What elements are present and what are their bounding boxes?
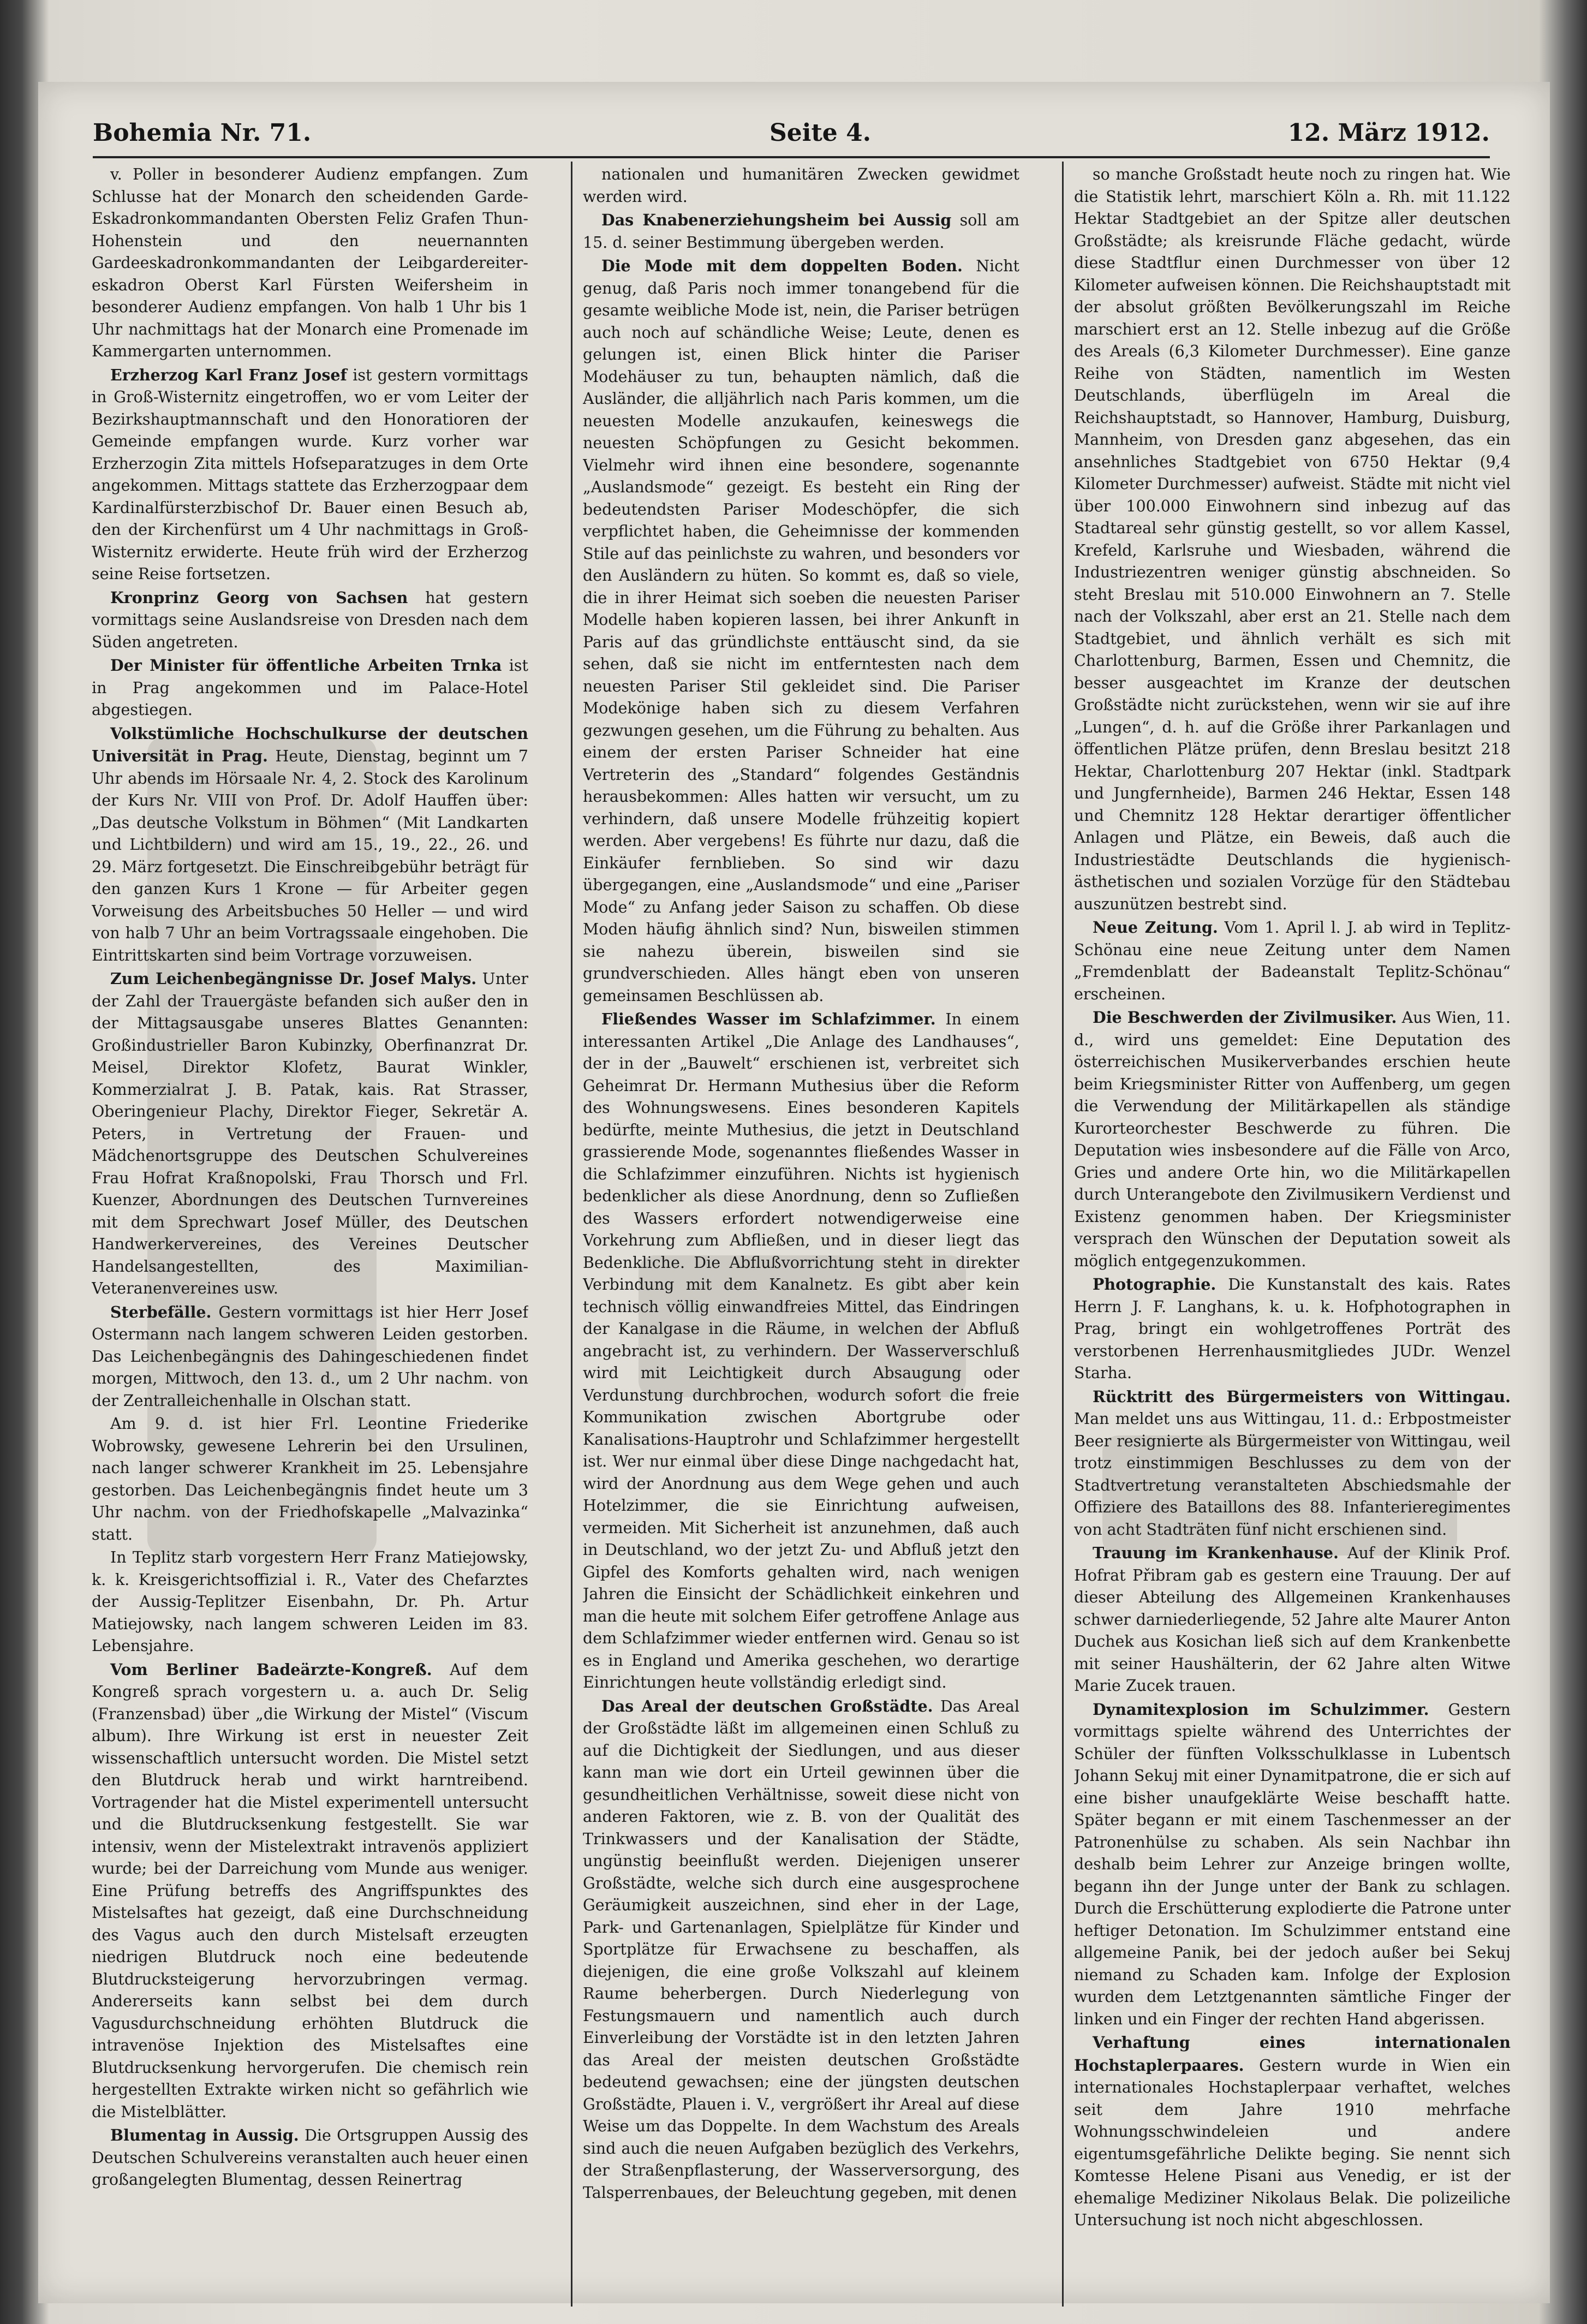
article-paragraph bbox=[92, 968, 528, 1300]
article-headline: Der Minister für öffentliche Arbeiten Trnka bbox=[110, 656, 502, 675]
article-body: ist in Prag angekommen und im Palace-Hotel abgestiegen. bbox=[92, 657, 528, 719]
article-paragraph bbox=[1074, 916, 1511, 1005]
article-paragraph bbox=[583, 255, 1019, 1007]
article-headline: Fließendes Wasser im Schlafzimmer. bbox=[601, 1010, 936, 1028]
article-paragraph bbox=[583, 1695, 1019, 2204]
article-headline: Kronprinz Georg von Sachsen bbox=[110, 588, 408, 607]
article-paragraph bbox=[92, 1547, 528, 1658]
article-paragraph bbox=[92, 1659, 528, 2124]
article-body: nationalen und humanitären Zwecken gewidmet werden wird. bbox=[583, 165, 1019, 206]
article-headline: Trauung im Krankenhause. bbox=[1093, 1544, 1339, 1562]
article-body: In einem interessanten Artikel „Die Anlage des Landhauses“, der in der „Bauwelt“ erschienen ist, verbreitet sich Geheimrat Dr. Hermann Muthesius über die Reform des Wohnungswesens. Eines besonderen Kapitels bedürfte, meinte Muthesius, die jetzt in Deutschland grassierende Mode, sogenanntes fließendes Wasser in die Schlafzimmer einzuführen. Nichts ist hygienisch bedenklicher als diese Anordnung, denn so Zufließen des Wassers erfordert notwendigerweise eine Vorkehrung zum Abfließen, und in dieser liegt das Bedenkliche. Die Abflußvorrichtung steht in direkter Verbindung mit dem Kanalnetz. Es gibt aber kein technisch völlig einwandfreies Mittel, das Eindringen der Kanalgase in die Räume, in welchen der Abfluß angebracht ist, zu verhindern. Der Wasserverschluß wird mit Leichtigkeit durch Absaugung oder Verdunstung durchbrochen, wodurch sofort die freie Kommunikation zwischen Abortgrube oder Kanalisations-Hauptrohr und Schlafzimmer hergestellt ist. Wer nur einmal über diese Dinge nachgedacht hat, wird der Anordnung aus dem Wege gehen und auch Hotelzimmer, die sie Einrichtung aufweisen, vermeiden. Mit Sicherheit ist anzunehmen, daß auch in Deutschland, wo der jetzt Zu- und Abfluß jetzt den Gipfel des Komforts gehalten wird, nach wenigen Jahren die Einsicht der Schädlichkeit einkehren und man die heute mit solchem Eifer getroffene Anlage aus dem Schlafzimmer wieder entfernen wird. Genau so ist es in England und Amerika geschehen, wo derartige Einrichtungen heute vollständig erledigt sind. bbox=[583, 1010, 1019, 1691]
article-body: Gestern vormittags spielte während des Unterrichtes der Schüler der fünften Volksschulklasse in Lubentsch Johann Sekuj mit einer Dynamitpatrone, die er sich auf eine bisher unaufgeklärte Weise beschafft hatte. Später begann er mit einem Taschenmesser an der Patronenhülse zu schaben. Als sein Nachbar ihn deshalb beim Lehrer zur Anzeige bringen wollte, begann ihn der Junge unter der Bank zu schlagen. Durch die Erschütterung explodierte die Patrone unter heftiger Detonation. Im Schulzimmer entstand eine allgemeine Panik, bei der jedoch außer bei Sekuj niemand zu Schaden kam. Infolge der Explosion wurden dem Letztgenannten sämtliche Finger der linken und ein Finger der rechten Hand abgerissen. bbox=[1074, 1700, 1511, 2028]
column-divider bbox=[571, 162, 572, 2307]
article-paragraph bbox=[1074, 1273, 1511, 1385]
article-headline: Rücktritt des Bürgermeisters von Wittingau. bbox=[1093, 1387, 1511, 1406]
article-body: Vom 1. April l. J. ab wird in Teplitz-Schönau eine neue Zeitung unter dem Namen „Fremdenblatt der Badeanstalt Teplitz-Schönau“ erscheinen. bbox=[1074, 919, 1511, 1003]
article-body: In Teplitz starb vorgestern Herr Franz Matiejowsky, k. k. Kreisgerichtsoffizial i. R., Vater des Chefarztes der Aussig-Teplitzer Eisenbahn, Dr. Ph. Artur Matiejowsky, nach langem schweren Leiden im 83. Lebensjahre. bbox=[92, 1548, 528, 1655]
article-column-2 bbox=[583, 164, 1019, 2281]
article-headline: Volkstümliche Hochschulkurse der deutschen Universität in Prag. bbox=[92, 724, 528, 765]
article-headline: Die Mode mit dem doppelten Boden. bbox=[601, 257, 963, 275]
page-number: Seite 4. bbox=[769, 119, 872, 147]
article-headline: Die Beschwerden der Zivilmusiker. bbox=[1093, 1008, 1397, 1027]
article-body: Gestern vormittags ist hier Herr Josef Ostermann nach langem schweren Leiden gestorben. Das Leichenbegängnis des Dahingeschiedenen findet morgen, Mittwoch, den 13. d., um 2 Uhr nachm. von der Zentralleichenhalle in Olschan statt. bbox=[92, 1303, 528, 1410]
article-paragraph bbox=[583, 164, 1019, 208]
article-body: Die Ortsgruppen Aussig des Deutschen Schulvereins veranstalten auch heuer einen großangelegten Blumentag, dessen Reinertrag bbox=[92, 2126, 528, 2189]
article-headline: Das Areal der deutschen Großstädte. bbox=[601, 1696, 933, 1715]
article-paragraph bbox=[1074, 1006, 1511, 1272]
article-paragraph bbox=[1074, 1699, 1511, 2031]
article-paragraph bbox=[1074, 1386, 1511, 1541]
article-paragraph bbox=[92, 164, 528, 363]
header-rule bbox=[93, 156, 1490, 158]
masthead-issue: Bohemia Nr. 71. bbox=[93, 119, 312, 147]
article-body: Unter der Zahl der Trauergäste befanden sich außer den in der Mittagsausgabe unseres Blattes Genannten: Großindustrieller Baron Kubinzky, Oberfinanzrat Dr. Meisel, Direktor Klofetz, Baurat Winkler, Kommerzialrat J. B. Patak, kais. Rat Strasser, Oberingenieur Plachy, Direktor Fieger, Sekretär A. Peters, in Vertretung der Frauen- und Mädchenortsgruppe des Deutschen Schulvereines Frau Hofrat Kraßnopolski, Frau Thorsch und Frl. Kuenzer, Abordnungen des Deutschen Turnvereines mit dem Sprechwart Josef Müller, des Deutschen Handwerkervereines, des Vereines Deutscher Handelsangestellten, des Maximilian-Veteranenvereines usw. bbox=[92, 970, 528, 1297]
article-paragraph bbox=[92, 587, 528, 654]
article-body: Auf der Klinik Prof. Hofrat Přibram gab es gestern eine Trauung. Der auf dieser Abteilung des Allgemeinen Krankenhauses schwer darniederliegende, 52 Jahre alte Maurer Anton Duchek aus Kosichan ließ sich auf dem Krankenbette mit seiner Haushälterin, der 62 Jahre alten Witwe Marie Zucek trauen. bbox=[1074, 1544, 1511, 1695]
article-body: Man meldet uns aus Wittingau, 11. d.: Erbpostmeister Beer resignierte als Bürgermeister von Wittingau, weil trotz einstimmigen Beschlusses zu dem von der Stadtvertretung veranstalteten Abschiedsmahle der Offiziere des Bataillons des 88. Infanterieregimentes von acht Stadträten fünf nicht erschienen sind. bbox=[1074, 1410, 1511, 1539]
article-paragraph bbox=[583, 1008, 1019, 1694]
article-body: Nicht genug, daß Paris noch immer tonangebend für die gesamte weibliche Mode ist, nein, die Pariser betrügen auch noch auf schändliche Weise; Leute, denen es gelungen ist, einen Blick hinter die Pariser Modehäuser zu tun, behaupten nämlich, daß die Ausländer, die alljährlich nach Paris kommen, um die neuesten Modelle anzukaufen, keineswegs die neuesten Schöpfungen zu Gesicht bekommen. Vielmehr wird ihnen eine besondere, sogenannte „Auslandsmode“ gezeigt. Es besteht ein Ring der bedeutendsten Pariser Modeschöpfer, die sich verpflichtet haben, die Geheimnisse der kommenden Stile auf das peinlichste zu wahren, und besonders vor den Ausländern zu hüten. So kommt es, daß so viele, die in ihrer Heimat sich soeben die neuesten Pariser Modelle haben kopieren lassen, bei ihrer Ankunft in Paris auf das gründlichste enttäuscht sind, da sie sehen, daß sie nicht im entferntesten nach dem neuesten Pariser Stil gekleidet sind. Die Pariser Modekönige haben sich zu diesem Verfahren gezwungen gesehen, um die Führung zu behalten. Aus einem der ersten Pariser Schneider hat eine Vertreterin des „Standard“ folgendes Geständnis herausbekommen: Alles hatten wir versucht, um zu verhindern, daß unsere Modelle frühzeitig kopiert werden. Aber vergebens! Es führte nur dazu, daß die Einkäufer fernblieben. So sind wir dazu übergegangen, eine „Auslandsmode“ und eine „Pariser Mode“ zu Anfang jeder Saison zu schaffen. Ob diese Moden häufig ähnlich sind? Nun, bisweilen stimmen sie nahezu überein, bisweilen sind sie grundverschieden. Alles hängt eben von unseren gemeinsamen Beschlüssen ab. bbox=[583, 257, 1019, 1005]
article-paragraph bbox=[92, 364, 528, 586]
article-headline: Vom Berliner Badeärzte-Kongreß. bbox=[110, 1660, 432, 1679]
article-paragraph bbox=[583, 209, 1019, 254]
article-headline: Dynamitexplosion im Schulzimmer. bbox=[1093, 1700, 1429, 1719]
article-paragraph bbox=[1074, 1542, 1511, 1697]
article-column-1 bbox=[92, 164, 528, 2281]
article-paragraph bbox=[92, 723, 528, 967]
article-paragraph bbox=[92, 2124, 528, 2191]
article-body: hat gestern vormittags seine Auslandsreise von Dresden nach dem Süden angetreten. bbox=[92, 588, 528, 651]
article-body: Aus Wien, 11. d., wird uns gemeldet: Eine Deputation des österreichischen Musikerverbandes erschien heute beim Kriegsminister Ritter von Auffenberg, um gegen die Verwendung der Militärkapellen als ständige Kurorteorchester Beschwerde zu führen. Die Deputation wies insbesondere auf die Fälle von Arco, Gries und andere Orte hin, wo die Militärkapellen durch Unterangebote den Zivilmusikern Verdienst und Existenz genommen haben. Der Kriegsminister versprach den Wünschen der Deputation soweit als möglich entgegenzukommen. bbox=[1074, 1009, 1511, 1270]
article-column-3 bbox=[1074, 164, 1511, 2281]
article-headline: Neue Zeitung. bbox=[1093, 918, 1218, 937]
article-paragraph bbox=[92, 654, 528, 722]
article-headline: Erzherzog Karl Franz Josef bbox=[110, 365, 347, 384]
article-body: Heute, Dienstag, beginnt um 7 Uhr abends im Hörsaale Nr. 4, 2. Stock des Karolinum der Kurs Nr. VIII von Prof. Dr. Adolf Hauffen über: „Das deutsche Volkstum in Böhmen“ (Mit Landkarten und Lichtbildern) und wird am 15., 19., 22., 26. und 29. März fortgesetzt. Die Einschreibgebühr beträgt für den ganzen Kurs 1 Krone — für Arbeiter gegen Vorweisung des Arbeitsbuches 50 Heller — und wird von halb 7 Uhr an beim Vortragssaale eingehoben. Die Eintrittskarten sind beim Vortrage vorzuweisen. bbox=[92, 747, 528, 964]
article-body: ist gestern vormittags in Groß-Wisternitz eingetroffen, wo er vom Leiter der Bezirkshauptmannschaft und den Honoratioren der Gemeinde empfangen wurde. Kurz vorher war Erzherzogin Zita mittels Hofseparatzuges in dem Orte angekommen. Mittags stattete das Erzherzogpaar dem Kardinalfürsterzbischof Dr. Bauer einen Besuch ab, den der Kirchenfürst um 4 Uhr nachmittags in Groß-Wisternitz erwiderte. Heute früh wird der Erzherzog seine Reise fortsetzen. bbox=[92, 366, 528, 583]
column-divider bbox=[1062, 162, 1064, 2307]
article-headline: Zum Leichenbegängnisse Dr. Josef Malys. bbox=[110, 969, 477, 988]
article-headline: Das Knabenerziehungsheim bei Aussig bbox=[601, 211, 952, 229]
article-headline: Blumentag in Aussig. bbox=[110, 2126, 299, 2144]
article-paragraph bbox=[1074, 164, 1511, 915]
article-body: Am 9. d. ist hier Frl. Leontine Friederike Wobrowsky, gewesene Lehrerin bei den Ursulinen, nach langer schwerer Krankheit im 25. Lebensjahre gestorben. Das Leichenbegängnis findet heute um 3 Uhr nachm. von der Friedhofskapelle „Malvazinka“ statt. bbox=[92, 1415, 528, 1544]
issue-date: 12. März 1912. bbox=[1287, 119, 1490, 147]
article-body: Auf dem Kongreß sprach vorgestern u. a. auch Dr. Selig (Franzensbad) über „die Wirkung der Mistel“ (Viscum album). Ihre Wirkung ist erst in neuester Zeit wissenschaftlich untersucht worden. Die Mistel setzt den Blutdruck herab und wirkt harntreibend. Vortragender hat die Mistel experimentell untersucht und die Blutdrucksenkung festgestellt. Sie war intensiv, wenn der Mistelextrakt intravenös appliziert wurde; bei der Darreichung vom Munde aus weniger. Eine Prüfung betreffs des Angriffspunktes des Mistelsaftes hat gezeigt, daß eine Durchschneidung des Vagus auch den durch Mistelsaft erzeugten niedrigen Blutdruck noch eine bedeutende Blutdrucksteigerung hervorzubringen vermag. Andererseits kann selbst bei dem durch Vagusdurchschneidung erhöhten Blutdruck die intravenöse Injektion des Mistelsaftes eine Blutdrucksenkung hervorgerufen. Die chemisch rein hergestellten Extrakte wirken nicht so gefährlich wie die Mistelblätter. bbox=[92, 1660, 528, 2121]
article-headline: Sterbefälle. bbox=[110, 1302, 212, 1321]
article-body: soll am 15. d. seiner Bestimmung übergeben werden. bbox=[583, 211, 1019, 252]
article-headline: Verhaftung eines internationalen Hochstaplerpaares. bbox=[1074, 2033, 1511, 2075]
article-paragraph bbox=[1074, 2031, 1511, 2232]
article-headline: Photographie. bbox=[1093, 1275, 1216, 1294]
article-body: v. Poller in besonderer Audienz empfangen. Zum Schlusse hat der Monarch den scheidenden Garde-Eskadronkommandanten Obersten Feliz Grafen Thun-Hohenstein und den neuernannten Gardeeskadronkommandanten der Leibgardereiter-eskadron Oberst Karl Fürsten Weifersheim in besonderer Audienz empfangen. Von halb 1 Uhr bis 1 Uhr nachmittags hat der Monarch eine Promenade im Kammergarten unternommen. bbox=[92, 165, 528, 360]
article-body: Gestern wurde in Wien ein internationales Hochstaplerpaar verhaftet, welches seit dem Jahre 1910 mehrfache Wohnungsschwindeleien und andere eigentumsgefährliche Delikte beging. Sie nennt sich Komtesse Helene Pisani aus Venedig, er ist der ehemalige Mediziner Nikolaus Belak. Die polizeiliche Untersuchung ist noch nicht abgeschlossen. bbox=[1074, 2056, 1511, 2229]
article-paragraph bbox=[92, 1413, 528, 1546]
article-body: Das Areal der Großstädte läßt im allgemeinen einen Schluß zu auf die Dichtigkeit der Siedlungen, und aus dieser kann man wie dort ein Urteil gewinnen über die gesundheitlichen Verhältnisse, soweit diese nicht von anderen Faktoren, wie z. B. von der Qualität des Trinkwassers und der Kanalisation der Städte, ungünstig beeinflußt werden. Diejenigen unserer Großstädte, welche sich durch eine ausgesprochene Geräumigkeit auszeichnen, sind eher in der Lage, Park- und Gartenanlagen, Spielplätze für Kinder und Sportplätze für Erwachsene zu beschaffen, als diejenigen, die eine große Volkszahl auf kleinem Raume beherbergen. Durch Niederlegung von Festungsmauern und namentlich auch durch Einverleibung der Vorstädte ist in den letzten Jahren das Areal der meisten deutschen Großstädte bedeutend gewachsen; eine der jüngsten deutschen Großstädte, Plauen i. V., vergrößert ihr Areal auf diese Weise um das Doppelte. In dem Wachstum des Areals sind auch die neuen Aufgaben bezüglich des Verkehrs, der Straßenpflasterung, der Wasserversorgung, des Talsperrenbaues, der Beleuchtung gegeben, mit denen bbox=[583, 1697, 1019, 2202]
article-paragraph bbox=[92, 1301, 528, 1413]
page-header bbox=[93, 119, 1490, 152]
article-body: Die Kunstanstalt des kais. Rates Herrn J. F. Langhans, k. u. k. Hofphotographen in Prag, bringt ein wohlgetroffenes Porträt des verstorbenen Herrenhausmitgliedes JUDr. Wenzel Starha. bbox=[1074, 1276, 1511, 1382]
article-body: so manche Großstadt heute noch zu ringen hat. Wie die Statistik lehrt, marschiert Köln a. Rh. mit 11.122 Hektar Stadtgebiet an der Spitze aller deutschen Großstädte; als kreisrunde Fläche gedacht, würde diese Stadtflur einen Durchmesser von über 12 Kilometer aufweisen können. Die Reichshauptstadt mit der absolut größten Bevölkerungszahl im Reiche marschiert erst an 12. Stelle inbezug auf die Größe des Areals (6,3 Kilometer Durchmesser). Eine ganze Reihe von Städten, namentlich im Westen Deutschlands, überflügeln im Areal die Reichshauptstadt, so Hannover, Hamburg, Duisburg, Mannheim, von Dresden ganz abgesehen, das ein ansehnliches Stadtgebiet von 6750 Hektar (9,4 Kilometer Durchmesser) aufweist. Städte mit nicht viel über 100.000 Einwohnern sind inbezug auf das Stadtareal sehr günstig gestellt, so vor allem Kassel, Krefeld, Karlsruhe und Wiesbaden, während die Industriezentren weniger günstig abschneiden. So steht Breslau mit 510.000 Einwohnern an 7. Stelle nach der Volkszahl, aber erst an 21. Stelle nach dem Stadtgebiet, und ähnlich verhält es sich mit Charlottenburg, Barmen, Essen und Chemnitz, die besser ausgeachtet im Kranze der deutschen Großstädte nicht zurückstehen, wenn wir sie auf ihre „Lungen“, d. h. auf die Größe ihrer Parkanlagen und öffentlichen Plätze prüfen, denn Breslau besitzt 218 Hektar, Charlottenburg 207 Hektar (inkl. Stadtpark und Jungfernheide), Barmen 246 Hektar, Essen 148 und Chemnitz 128 Hektar derartiger öffentlicher Anlagen und Plätze, ein Beweis, daß auch die Industriestädte Deutschlands die hygienisch-ästhetischen und sozialen Vorzüge für den Städtebau auszunützen bestrebt sind. bbox=[1074, 165, 1511, 913]
